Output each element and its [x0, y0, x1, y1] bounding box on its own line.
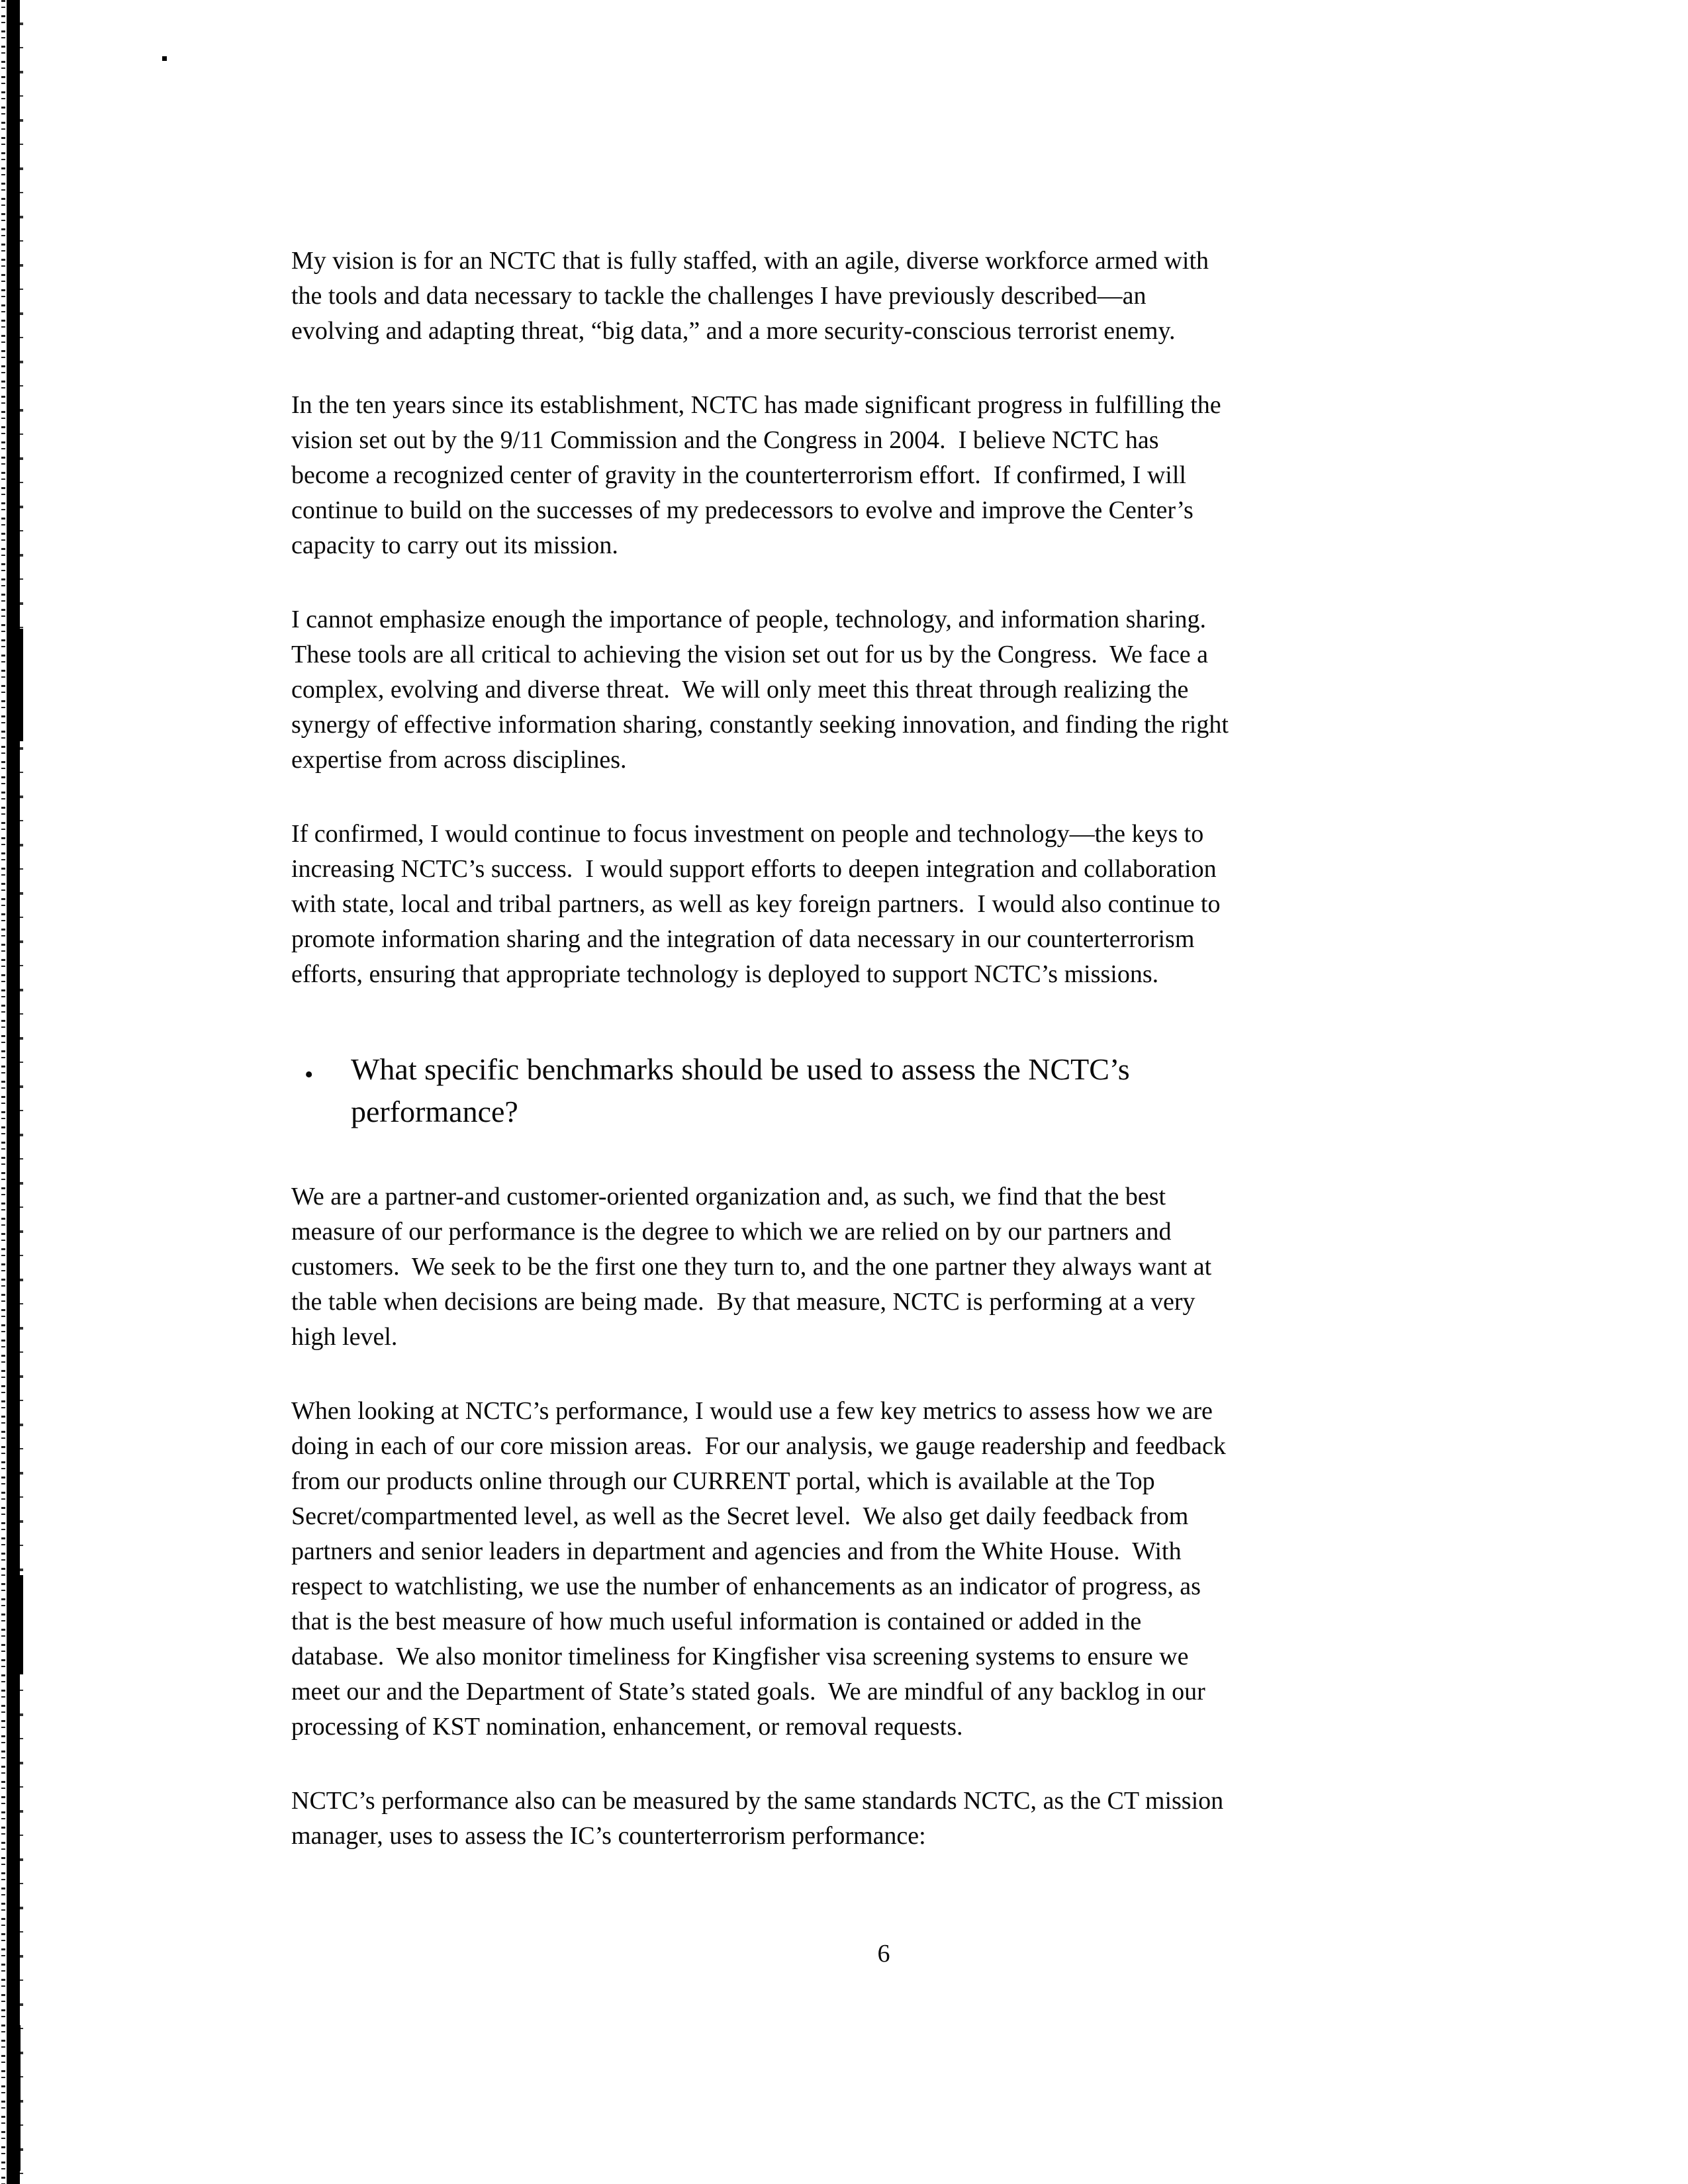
text-line: Secret/compartmented level, as well as the Secret level. We also get daily feedback from	[291, 1502, 1189, 1530]
text-line: customers. We seek to be the first one they turn to, and the one partner they always want at	[291, 1253, 1212, 1281]
text-line: capacity to carry out its mission.	[291, 531, 618, 559]
text-line: the tools and data necessary to tackle the challenges I have previously described—an	[291, 282, 1147, 310]
text-line: If confirmed, I would continue to focus investment on people and technology—the keys to	[291, 820, 1204, 848]
text-line: respect to watchlisting, we use the number of enhancements as an indicator of progress, as	[291, 1572, 1201, 1600]
paragraph	[291, 1179, 1476, 1355]
text-line: that is the best measure of how much useful information is contained or added in the	[291, 1608, 1142, 1635]
text-line: manager, uses to assess the IC’s counterterrorism performance:	[291, 1822, 926, 1850]
paragraph	[291, 817, 1476, 992]
text-line: high level.	[291, 1323, 398, 1351]
text-line: What specific benchmarks should be used to assess the NCTC’s	[351, 1052, 1130, 1086]
text-line: the table when decisions are being made. By that measure, NCTC is performing at a very	[291, 1288, 1196, 1316]
bullet-marker-icon: •	[305, 1061, 314, 1089]
text-line: When looking at NCTC’s performance, I would use a few key metrics to assess how we are	[291, 1397, 1213, 1425]
text-line: In the ten years since its establishment, NCTC has made significant progress in fulfilling the	[291, 391, 1221, 419]
scan-artifact-patch	[17, 629, 23, 741]
paragraph	[291, 388, 1476, 563]
text-line: doing in each of our core mission areas. For our analysis, we gauge readership and feedback	[291, 1432, 1226, 1460]
text-line: These tools are all critical to achieving the vision set out for us by the Congress. We face a	[291, 641, 1208, 668]
text-line: meet our and the Department of State’s stated goals. We are mindful of any backlog in our	[291, 1678, 1205, 1706]
text-line: promote information sharing and the integration of data necessary in our counterterrorism	[291, 925, 1195, 953]
text-line: with state, local and tribal partners, as well as key foreign partners. I would also continue to	[291, 890, 1221, 918]
text-line: We are a partner-and customer-oriented organization and, as such, we find that the best	[291, 1183, 1166, 1210]
text-line: synergy of effective information sharing, constantly seeking innovation, and finding the right	[291, 711, 1229, 739]
text-line: complex, evolving and diverse threat. We will only meet this threat through realizing the	[291, 676, 1189, 704]
scan-artifact-band	[7, 0, 20, 2184]
scan-artifact-noise	[20, 0, 23, 2184]
text-line: I cannot emphasize enough the importance of people, technology, and information sharing.	[291, 606, 1206, 633]
text-line: increasing NCTC’s success. I would support efforts to deepen integration and collaboration	[291, 855, 1217, 883]
text-line: vision set out by the 9/11 Commission and the Congress in 2004. I believe NCTC has	[291, 426, 1159, 454]
text-line: continue to build on the successes of my predecessors to evolve and improve the Center’s	[291, 496, 1194, 524]
paragraph	[291, 602, 1476, 778]
scan-speck	[162, 56, 167, 61]
text-line: measure of our performance is the degree to which we are relied on by our partners and	[291, 1218, 1172, 1246]
text-line: performance?	[351, 1095, 518, 1128]
text-line: database. We also monitor timeliness for Kingfisher visa screening systems to ensure we	[291, 1643, 1189, 1670]
paragraph	[291, 1394, 1476, 1745]
paragraph	[291, 244, 1476, 349]
text-line: efforts, ensuring that appropriate technology is deployed to support NCTC’s missions.	[291, 960, 1159, 988]
page-number: 6	[877, 1940, 890, 1968]
paragraph	[291, 1784, 1476, 1854]
document-text	[291, 244, 1476, 1893]
text-line: processing of KST nomination, enhancement, or removal requests.	[291, 1713, 963, 1741]
scan-artifact-patch	[17, 1575, 23, 1674]
text-line: My vision is for an NCTC that is fully staffed, with an agile, diverse workforce armed with	[291, 247, 1209, 275]
text-line: from our products online through our CURRENT portal, which is available at the Top	[291, 1467, 1155, 1495]
bullet-text	[351, 1048, 1476, 1133]
scan-artifact-patch	[16, 2025, 21, 2171]
text-line: NCTC’s performance also can be measured by the same standards NCTC, as the CT mission	[291, 1787, 1224, 1815]
text-line: expertise from across disciplines.	[291, 746, 627, 774]
text-line: partners and senior leaders in department and agencies and from the White House. With	[291, 1537, 1182, 1565]
bullet-question	[291, 1048, 1476, 1133]
text-line: become a recognized center of gravity in the counterterrorism effort. If confirmed, I will	[291, 461, 1186, 489]
scan-artifact-noise	[1, 0, 5, 2184]
text-line: evolving and adapting threat, “big data,” and a more security-conscious terrorist enemy.	[291, 317, 1176, 345]
